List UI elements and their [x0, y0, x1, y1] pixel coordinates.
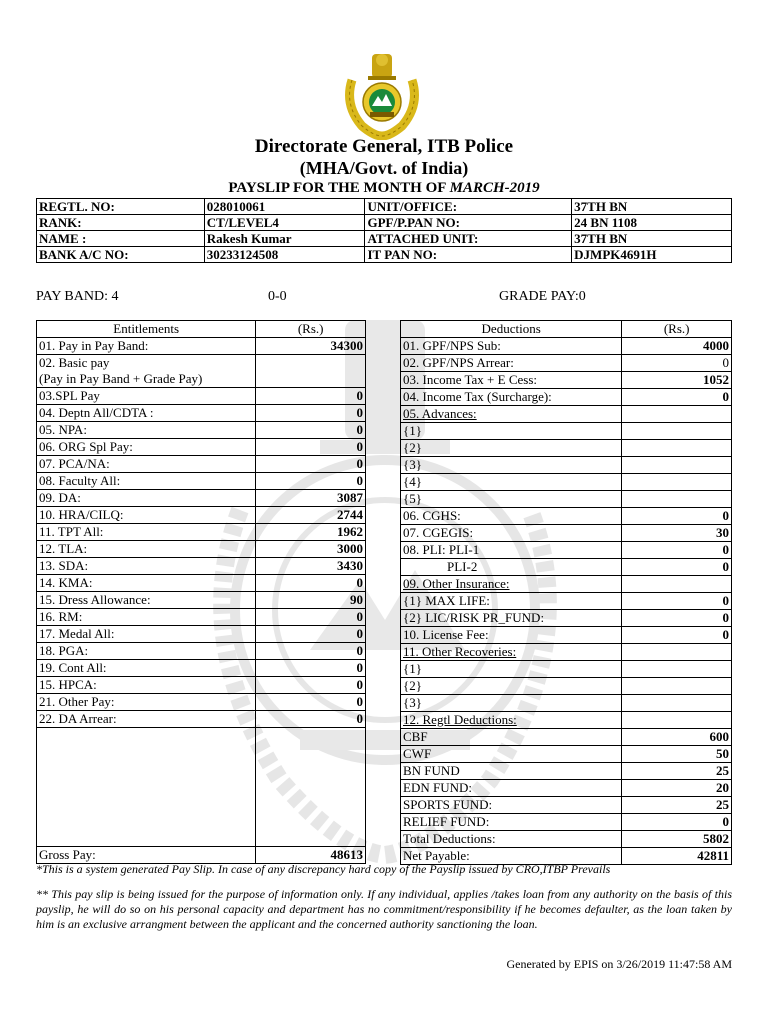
net-payable-value: 42811	[622, 848, 732, 865]
info-label: UNIT/OFFICE:	[365, 199, 572, 215]
employee-info-table	[36, 198, 732, 263]
entitlement-value: 0	[256, 422, 366, 439]
deduction-row	[401, 457, 732, 474]
entitlement-value: 34300	[256, 338, 366, 355]
entitlement-value: 0	[256, 609, 366, 626]
entitlement-row	[37, 405, 366, 422]
deduction-label: 11. Other Recoveries:	[401, 644, 622, 661]
deduction-label: RELIEF FUND:	[401, 814, 622, 831]
info-label: RANK:	[37, 215, 205, 231]
deduction-label: {1} MAX LIFE:	[401, 593, 622, 610]
info-label: ATTACHED UNIT:	[365, 231, 572, 247]
pay-band-range: 0-0	[268, 289, 287, 304]
deduction-label: {2}	[401, 440, 622, 457]
deduction-label: {2}	[401, 678, 622, 695]
deduction-row	[401, 780, 732, 797]
info-value: 37TH BN	[572, 199, 732, 215]
entitlements-head: Entitlements	[37, 321, 256, 338]
entitlement-label: 14. KMA:	[37, 575, 256, 592]
entitlement-label: 05. NPA:	[37, 422, 256, 439]
deduction-row	[401, 491, 732, 508]
entitlement-row	[37, 660, 366, 677]
entitlement-row	[37, 422, 366, 439]
entitlement-value: 0	[256, 660, 366, 677]
deduction-label: Total Deductions:	[401, 831, 622, 848]
deduction-value: 25	[622, 763, 732, 780]
deduction-value: 0	[622, 355, 732, 372]
deduction-row	[401, 508, 732, 525]
deduction-row	[401, 746, 732, 763]
entitlement-value: 0	[256, 439, 366, 456]
entitlement-row	[37, 694, 366, 711]
entitlement-value: 0	[256, 456, 366, 473]
entitlement-label: 07. PCA/NA:	[37, 456, 256, 473]
itbp-emblem-icon	[338, 50, 426, 140]
deduction-label: EDN FUND:	[401, 780, 622, 797]
deduction-value: 50	[622, 746, 732, 763]
deduction-label: {3}	[401, 457, 622, 474]
deduction-row	[401, 763, 732, 780]
deduction-value	[622, 423, 732, 440]
payslip-prefix: PAYSLIP FOR THE MONTH OF	[228, 180, 450, 196]
info-label: GPF/P.PAN NO:	[365, 215, 572, 231]
deductions-table	[400, 320, 732, 865]
deduction-row	[401, 440, 732, 457]
deduction-value: 0	[622, 508, 732, 525]
entitlements-rs-head: (Rs.)	[256, 321, 366, 338]
entitlement-value	[256, 355, 366, 372]
entitlement-row	[37, 609, 366, 626]
entitlement-row	[37, 371, 366, 388]
deduction-value: 0	[622, 389, 732, 406]
info-value: 37TH BN	[572, 231, 732, 247]
deduction-value	[622, 491, 732, 508]
deduction-value: 600	[622, 729, 732, 746]
deductions-rs-head: (Rs.)	[622, 321, 732, 338]
entitlement-value: 0	[256, 405, 366, 422]
deduction-label: 10. License Fee:	[401, 627, 622, 644]
deduction-value	[622, 678, 732, 695]
deductions-header-row	[401, 321, 732, 338]
info-value: 028010061	[204, 199, 365, 215]
blank-row	[37, 728, 366, 847]
gross-pay-label: Gross Pay:	[37, 847, 256, 864]
deduction-value: 25	[622, 797, 732, 814]
deduction-value: 1052	[622, 372, 732, 389]
info-value: DJMPK4691H	[572, 247, 732, 263]
entitlement-label: 01. Pay in Pay Band:	[37, 338, 256, 355]
entitlement-label: 17. Medal All:	[37, 626, 256, 643]
deduction-label: CBF	[401, 729, 622, 746]
deduction-label: BN FUND	[401, 763, 622, 780]
deduction-value: 0	[622, 542, 732, 559]
deduction-value: 20	[622, 780, 732, 797]
deduction-label: 06. CGHS:	[401, 508, 622, 525]
entitlement-row	[37, 541, 366, 558]
entitlement-row	[37, 677, 366, 694]
loan-disclaimer-note: ** This pay slip is being issued for the purpose of information only. If any individual, applies /takes loan from any authority on the basis of this payslip, he will do so on his personal capacity and department has no commitment/responsibility if he becomes defaulter, as the loan taken by him is an exclusive arrangment between the applicant and the concerned authority sanctioning the loan.	[36, 887, 732, 931]
entitlement-value: 0	[256, 575, 366, 592]
entitlement-row	[37, 558, 366, 575]
deduction-value: 0	[622, 559, 732, 576]
deduction-value	[622, 474, 732, 491]
entitlement-label: 08. Faculty All:	[37, 473, 256, 490]
entitlement-label: 21. Other Pay:	[37, 694, 256, 711]
deduction-label: 12. Regtl Deductions:	[401, 712, 622, 729]
entitlement-value: 3087	[256, 490, 366, 507]
deduction-label: {1}	[401, 423, 622, 440]
deduction-label: 01. GPF/NPS Sub:	[401, 338, 622, 355]
deduction-row	[401, 610, 732, 627]
info-label: NAME :	[37, 231, 205, 247]
entitlement-label: 13. SDA:	[37, 558, 256, 575]
info-value: 30233124508	[204, 247, 365, 263]
entitlement-label: 11. TPT All:	[37, 524, 256, 541]
entitlement-value: 0	[256, 694, 366, 711]
entitlement-value: 0	[256, 626, 366, 643]
deduction-label: 05. Advances:	[401, 406, 622, 423]
deduction-row	[401, 814, 732, 831]
deduction-label: 04. Income Tax (Surcharge):	[401, 389, 622, 406]
generated-by: Generated by EPIS on 3/26/2019 11:47:58 AM	[506, 957, 732, 971]
deduction-value	[622, 406, 732, 423]
info-label: REGTL. NO:	[37, 199, 205, 215]
deduction-value: 0	[622, 814, 732, 831]
entitlement-row	[37, 490, 366, 507]
entitlement-row	[37, 592, 366, 609]
entitlement-label: 18. PGA:	[37, 643, 256, 660]
entitlement-label: 19. Cont All:	[37, 660, 256, 677]
deduction-label: {4}	[401, 474, 622, 491]
deduction-row	[401, 593, 732, 610]
info-row	[37, 231, 732, 247]
entitlement-label: 15. HPCA:	[37, 677, 256, 694]
deduction-label: CWF	[401, 746, 622, 763]
deduction-value	[622, 576, 732, 593]
deduction-label: PLI-2	[401, 559, 622, 576]
blank-cell	[256, 728, 366, 847]
payslip-title	[0, 180, 768, 197]
entitlement-row	[37, 711, 366, 728]
entitlement-value: 3430	[256, 558, 366, 575]
deduction-label: {3}	[401, 695, 622, 712]
net-payable-label: Net Payable:	[401, 848, 622, 865]
deduction-row	[401, 831, 732, 848]
deduction-row	[401, 695, 732, 712]
entitlements-header-row	[37, 321, 366, 338]
entitlement-label: 03.SPL Pay	[37, 388, 256, 405]
entitlement-row	[37, 643, 366, 660]
info-label: BANK A/C NO:	[37, 247, 205, 263]
payslip-month: MARCH-2019	[449, 180, 540, 196]
deduction-value: 0	[622, 593, 732, 610]
deduction-value	[622, 712, 732, 729]
deduction-row	[401, 729, 732, 746]
deduction-value	[622, 644, 732, 661]
entitlement-value: 2744	[256, 507, 366, 524]
entitlement-label: 16. RM:	[37, 609, 256, 626]
deduction-value: 0	[622, 610, 732, 627]
org-subtitle: (MHA/Govt. of India)	[299, 158, 469, 178]
deduction-row	[401, 661, 732, 678]
entitlement-row	[37, 507, 366, 524]
org-title: Directorate General, ITB Police	[254, 136, 514, 157]
grade-pay: GRADE PAY:0	[499, 289, 586, 304]
system-generated-note: *This is a system generated Pay Slip. In case of any discrepancy hard copy of the Payslip issued by CRO,ITBP Prevails	[36, 862, 611, 876]
entitlement-row	[37, 338, 366, 355]
deduction-row	[401, 525, 732, 542]
entitlements-table	[36, 320, 366, 864]
entitlement-row	[37, 439, 366, 456]
entitlement-label: 06. ORG Spl Pay:	[37, 439, 256, 456]
info-row	[37, 199, 732, 215]
entitlement-value: 0	[256, 388, 366, 405]
deduction-label: 02. GPF/NPS Arrear:	[401, 355, 622, 372]
entitlement-label: 09. DA:	[37, 490, 256, 507]
deduction-value	[622, 457, 732, 474]
entitlement-row	[37, 355, 366, 372]
entitlement-label: 15. Dress Allowance:	[37, 592, 256, 609]
entitlement-value: 90	[256, 592, 366, 609]
entitlement-row	[37, 626, 366, 643]
entitlement-label: 22. DA Arrear:	[37, 711, 256, 728]
deduction-row	[401, 627, 732, 644]
deduction-row	[401, 423, 732, 440]
gross-pay-row	[37, 847, 366, 864]
entitlement-row	[37, 456, 366, 473]
gross-pay-value: 48613	[256, 847, 366, 864]
info-row	[37, 247, 732, 263]
deduction-row	[401, 542, 732, 559]
entitlement-value: 3000	[256, 541, 366, 558]
entitlement-value: 0	[256, 677, 366, 694]
deduction-row	[401, 644, 732, 661]
entitlement-row	[37, 473, 366, 490]
entitlement-row	[37, 388, 366, 405]
entitlement-value: 0	[256, 643, 366, 660]
deduction-value: 30	[622, 525, 732, 542]
entitlement-label: 02. Basic pay	[37, 355, 256, 372]
entitlement-value: 0	[256, 473, 366, 490]
deduction-row	[401, 474, 732, 491]
deduction-value	[622, 440, 732, 457]
deduction-value: 4000	[622, 338, 732, 355]
deduction-row	[401, 355, 732, 372]
deduction-row	[401, 559, 732, 576]
deduction-row	[401, 372, 732, 389]
deduction-row	[401, 797, 732, 814]
deduction-label: {1}	[401, 661, 622, 678]
deduction-label: {5}	[401, 491, 622, 508]
entitlement-row	[37, 524, 366, 541]
deduction-row	[401, 712, 732, 729]
entitlement-value	[256, 371, 366, 388]
entitlement-label: 04. Deptn All/CDTA :	[37, 405, 256, 422]
deduction-value: 5802	[622, 831, 732, 848]
deduction-label: SPORTS FUND:	[401, 797, 622, 814]
deduction-label: 03. Income Tax + E Cess:	[401, 372, 622, 389]
deduction-value	[622, 661, 732, 678]
info-value: Rakesh Kumar	[204, 231, 365, 247]
deduction-label: {2} LIC/RISK PR_FUND:	[401, 610, 622, 627]
info-label: IT PAN NO:	[365, 247, 572, 263]
deduction-value: 0	[622, 627, 732, 644]
deduction-row	[401, 338, 732, 355]
entitlement-label: (Pay in Pay Band + Grade Pay)	[37, 371, 256, 388]
deduction-row	[401, 389, 732, 406]
info-value: CT/LEVEL4	[204, 215, 365, 231]
deduction-label: 07. CGEGIS:	[401, 525, 622, 542]
deduction-row	[401, 576, 732, 593]
deductions-head: Deductions	[401, 321, 622, 338]
entitlement-value: 0	[256, 711, 366, 728]
entitlement-label: 12. TLA:	[37, 541, 256, 558]
deduction-row	[401, 678, 732, 695]
deduction-label: 09. Other Insurance:	[401, 576, 622, 593]
deduction-value	[622, 695, 732, 712]
entitlement-value: 1962	[256, 524, 366, 541]
deduction-row	[401, 406, 732, 423]
info-row	[37, 215, 732, 231]
info-value: 24 BN 1108	[572, 215, 732, 231]
pay-band: PAY BAND: 4	[36, 289, 119, 304]
deduction-label: 08. PLI: PLI-1	[401, 542, 622, 559]
entitlement-label: 10. HRA/CILQ:	[37, 507, 256, 524]
entitlement-row	[37, 575, 366, 592]
blank-cell	[37, 728, 256, 847]
